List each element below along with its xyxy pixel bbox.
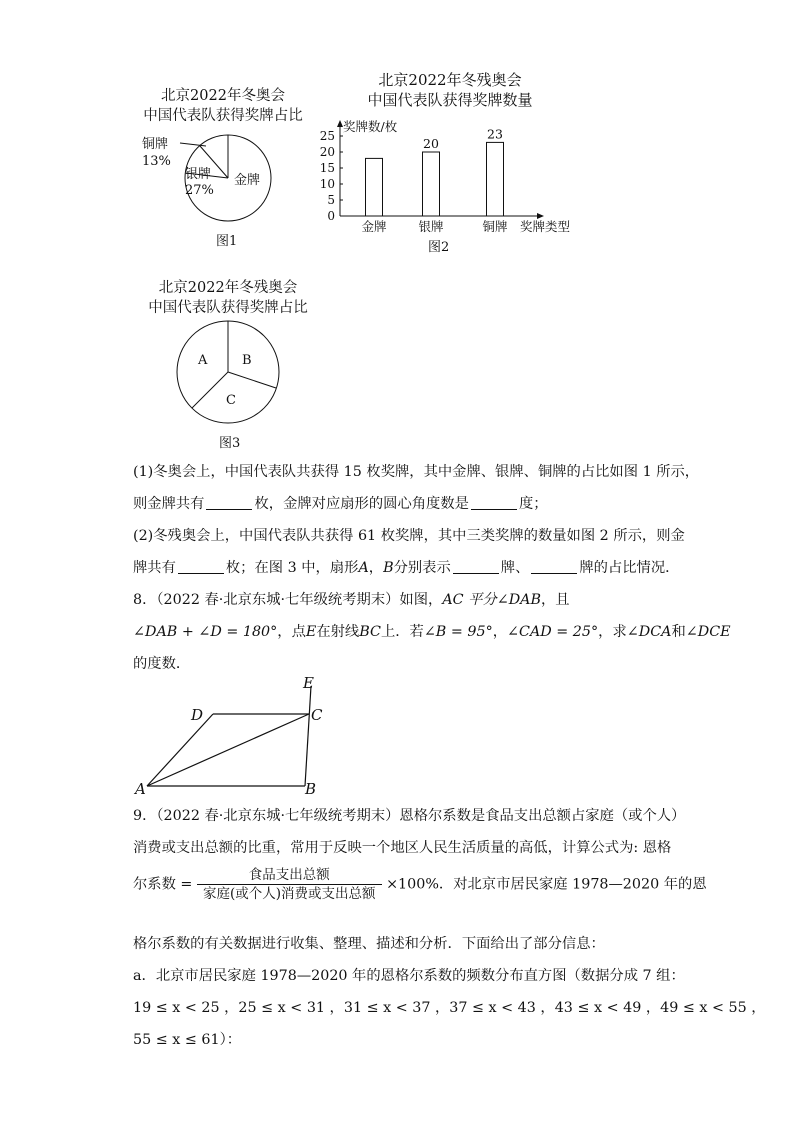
- q9-formula-suffix: ×100%．对北京市居民家庭 1978—2020 年的恩: [386, 876, 707, 893]
- fig3-title-line1: 北京2022年冬残奥会: [158, 280, 298, 296]
- q8-line2-bc: BC: [359, 624, 381, 640]
- q8-line2: [133, 616, 731, 648]
- segment-ad: [147, 714, 213, 786]
- y-tick-label: 5: [327, 193, 335, 207]
- q7-part1-line1: (1)冬奥会上，中国代表队共获得 15 枚奖牌，其中金牌、银牌、铜牌的占比如图 1 所示，: [133, 464, 700, 480]
- fig2-caption: 图2: [428, 240, 450, 255]
- q8-line2-t5: ，求: [598, 624, 627, 640]
- fig3-label-c: C: [226, 393, 236, 408]
- ray-be: [305, 686, 311, 786]
- q8-line2-t1: ，点: [277, 624, 306, 640]
- fig2-bar-chart: [310, 114, 580, 238]
- q7-part1-text-b: 枚，金牌对应扇形的圆心角度数是: [254, 496, 469, 512]
- q7-part2-comma: ，: [368, 560, 384, 576]
- q7-part2-text-b: 枚；在图 3 中，扇形: [225, 560, 359, 576]
- q7-part2-text-a: 牌共有: [133, 560, 176, 576]
- q8-line2-t2: 在射线: [316, 624, 360, 640]
- answer-blank-sector-b[interactable]: [531, 558, 577, 574]
- q9-line1: 9．（2022 春·北京东城·七年级统考期末）恩格尔系数是食品支出总额占家庭（或个人）: [133, 808, 686, 824]
- q8-line2-t4: ，: [492, 624, 508, 640]
- answer-blank-sector-a[interactable]: [453, 558, 499, 574]
- fig1-title-line2: 中国代表队获得奖牌占比: [143, 108, 303, 124]
- q8-ask-angle-dca: ∠DCA: [626, 624, 672, 640]
- q7-part2-text-d: 牌、: [500, 560, 530, 576]
- fig1-label-silver: 银牌: [185, 167, 212, 182]
- y-tick-label: 0: [327, 209, 335, 223]
- bar-1: [423, 152, 440, 216]
- q7-part2-line2: [133, 552, 680, 584]
- fig1-pct-bronze: 13%: [142, 154, 171, 169]
- q9-line5: a．北京市居民家庭 1978—2020 年的恩格尔系数的频数分布直方图（数据分成 7 组：: [133, 968, 685, 984]
- q9-line6-intervals: 19 ≤ x < 25 ，25 ≤ x < 31 ，31 ≤ x < 37 ，37 ≤ x < 43 ，43 ≤ x < 49 ，49 ≤ x < 55 ，: [133, 1000, 766, 1016]
- fig1-pct-silver: 27%: [185, 183, 214, 198]
- fig3-label-b: B: [242, 353, 252, 368]
- fig3-label-a: A: [198, 353, 208, 368]
- bar-0: [366, 158, 383, 216]
- fig2-title-line2: 中国代表队获得奖牌数量: [367, 91, 533, 109]
- q7-part1-text-a: 则金牌共有: [133, 496, 205, 512]
- y-tick-label: 25: [319, 129, 335, 143]
- q8-line1-math: AC 平分∠DAB: [442, 592, 541, 608]
- fig1-title: [128, 86, 318, 126]
- fig2-xlabel: 奖牌类型: [520, 219, 571, 234]
- point-label-a: A: [135, 780, 146, 798]
- fig2-title-line1: 北京2022年冬残奥会: [378, 71, 522, 89]
- q8-cond-angle-sum: ∠DAB + ∠D = 180°: [133, 624, 278, 640]
- q7-part1-text-c: 度；: [518, 496, 548, 512]
- fig3-title: [128, 278, 328, 318]
- fig1-title-line1: 北京2022年冬奥会: [161, 88, 285, 104]
- answer-blank-gold-count[interactable]: [206, 494, 252, 510]
- q8-line2-t3: 上．若: [380, 624, 424, 640]
- fig1-pie: [140, 128, 280, 228]
- q8-line1-post: ，且: [541, 592, 570, 608]
- point-label-c: C: [311, 706, 323, 724]
- q8-line2-t6: 和: [671, 624, 686, 640]
- y-tick-label: 15: [319, 161, 335, 175]
- q8-geometry-figure: [133, 672, 353, 798]
- q8-ask-angle-dce: ∠DCE: [685, 624, 731, 640]
- bar-value-label: 20: [423, 136, 439, 151]
- answer-blank-paralympic-gold[interactable]: [178, 558, 224, 574]
- x-category-label: 金牌: [361, 219, 387, 234]
- q9-formula-numerator: 食品支出总额: [248, 867, 330, 883]
- fig3-boundary-ca: [192, 372, 228, 408]
- q9-line2: 消费或支出总额的比重，常用于反映一个地区人民生活质量的高低，计算公式为: 恩格: [133, 840, 672, 856]
- fig2-title: [330, 70, 570, 110]
- fig1-label-gold: 金牌: [234, 173, 261, 188]
- q8-cond-angle-b: ∠B = 95°: [423, 624, 493, 640]
- q9-line7-intervals: 55 ≤ x ≤ 61）：: [133, 1032, 242, 1048]
- point-label-b: B: [305, 780, 317, 798]
- q7-part2-text-c: 分别表示: [393, 560, 451, 576]
- y-tick-label: 20: [319, 145, 335, 159]
- q8-line3: 的度数．: [133, 656, 191, 672]
- bar-2: [487, 142, 504, 216]
- fig1-label-bronze: 铜牌: [142, 137, 169, 152]
- q9-formula-denominator: 家庭(或个人)消费或支出总额: [197, 884, 382, 903]
- q7-part2-line1: (2)冬残奥会上，中国代表队共获得 61 枚奖牌，其中三类奖牌的数量如图 2 所示，则金: [133, 528, 685, 544]
- q7-part2-text-e: 牌的占比情况．: [579, 560, 680, 576]
- q9-formula-fraction: [197, 866, 382, 903]
- fig2-ylabel: 奖牌数/枚: [343, 119, 398, 134]
- q8-cond-angle-cad: ∠CAD = 25°: [507, 624, 599, 640]
- x-category-label: 铜牌: [482, 219, 508, 234]
- fig1-caption: 图1: [216, 234, 238, 249]
- point-label-e: E: [303, 674, 314, 692]
- q9-formula-prefix: 尔系数 =: [133, 876, 193, 893]
- q9-formula-line: [133, 866, 707, 903]
- fig3-title-line2: 中国代表队获得奖牌占比: [148, 300, 308, 316]
- q7-sector-a: A: [358, 560, 369, 576]
- q7-sector-b: B: [383, 560, 394, 576]
- bar-value-label: 23: [487, 126, 503, 142]
- q7-part1-line2: [133, 488, 673, 520]
- fig3-pie: [174, 318, 284, 428]
- q8-line2-e: E: [305, 624, 317, 640]
- x-category-label: 银牌: [418, 219, 444, 234]
- fig3-boundary-bc: [228, 372, 276, 388]
- fig3-caption: 图3: [219, 436, 241, 451]
- q8-line1: [133, 584, 673, 616]
- q8-line1-text: 8．（2022 春·北京东城·七年级统考期末）如图，: [133, 592, 443, 608]
- point-label-d: D: [191, 706, 204, 724]
- segment-ac: [147, 714, 309, 786]
- q9-line4: 格尔系数的有关数据进行收集、整理、描述和分析．下面给出了部分信息：: [133, 936, 605, 952]
- answer-blank-gold-angle[interactable]: [471, 494, 517, 510]
- y-tick-label: 10: [319, 177, 335, 191]
